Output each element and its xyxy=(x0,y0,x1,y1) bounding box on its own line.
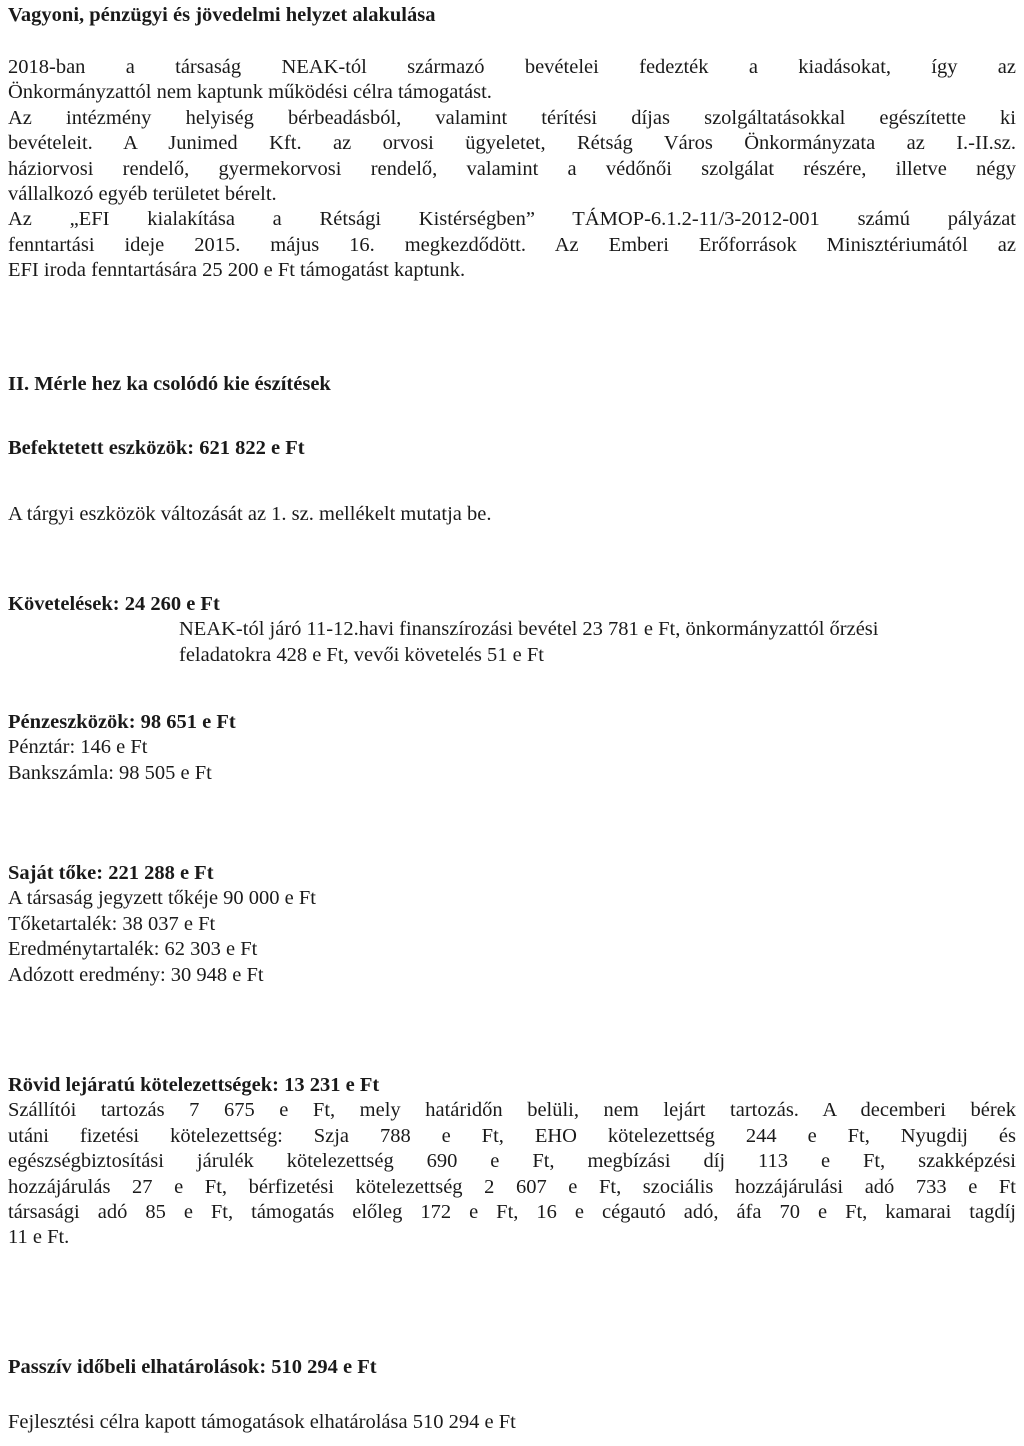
rovid-lejaratu-heading: Rövid lejáratú kötelezettségek: 13 231 e Ft xyxy=(8,1074,380,1096)
penzeszkozok-line: Bankszámla: 98 505 e Ft xyxy=(8,761,212,784)
kovetelesek-line: feladatokra 428 e Ft, vevői követelés 51 e Ft xyxy=(179,643,544,666)
kovetelesek-heading: Követelések: 24 260 e Ft xyxy=(8,593,220,615)
penzeszkozok-line: Pénztár: 146 e Ft xyxy=(8,736,148,759)
intro-line: Önkormányzattól nem kaptunk működési célra támogatást. xyxy=(8,81,492,104)
passziv-text: Fejlesztési célra kapott támogatások elhatárolása 510 294 e Ft xyxy=(8,1411,516,1433)
subsection-title: II. Mérle hez ka csolódó kie észítések xyxy=(8,373,331,395)
intro-line: vállalkozó egyéb területet bérelt. xyxy=(8,183,277,206)
penzeszkozok-heading: Pénzeszközök: 98 651 e Ft xyxy=(8,711,236,733)
intro-line: Az intézmény helyiség bérbeadásból, valamint térítési díjas szolgáltatásokkal egészítette ki xyxy=(8,106,1016,129)
rovid-lejaratu-line: társasági adó 85 e Ft, támogatás előleg 172 e Ft, 16 e cégautó adó, áfa 70 e Ft, kamarai tagdíj xyxy=(8,1201,1016,1224)
intro-line: Az „EFI kialakítása a Rétsági Kistérségben” TÁMOP-6.1.2-11/3-2012-001 számú pályázat xyxy=(8,208,1016,231)
sajat-toke-line: Tőketartalék: 38 037 e Ft xyxy=(8,912,216,935)
sajat-toke-line: Adózott eredmény: 30 948 e Ft xyxy=(8,963,264,986)
befektetett-text: A tárgyi eszközök változását az 1. sz. mellékelt mutatja be. xyxy=(8,503,492,525)
intro-line: háziorvosi rendelő, gyermekorvosi rendelő, valamint a védőnői szolgálat részére, illetve négy xyxy=(8,157,1016,180)
intro-paragraph xyxy=(8,55,1016,284)
intro-line: fenntartási ideje 2015. május 16. megkezdődött. Az Emberi Erőforrások Minisztériumától az xyxy=(8,233,1016,256)
intro-line: EFI iroda fenntartására 25 200 e Ft támogatást kaptunk. xyxy=(8,259,466,282)
rovid-lejaratu-line: egészségbiztosítási járulék kötelezettség 690 e Ft, megbízási díj 113 e Ft, szakképzési xyxy=(8,1150,1016,1173)
rovid-lejaratu-line: utáni fizetési kötelezettség: Szja 788 e Ft, EHO kötelezettség 244 e Ft, Nyugdij és xyxy=(8,1124,1016,1147)
rovid-lejaratu-line: Szállítói tartozás 7 675 e Ft, mely határidőn belüli, nem lejárt tartozás. A decemberi bérek xyxy=(8,1099,1016,1122)
befektetett-heading: Befektetett eszközök: 621 822 e Ft xyxy=(8,437,305,459)
section-title: Vagyoni, pénzügyi és jövedelmi helyzet alakulása xyxy=(8,4,436,26)
passziv-heading: Passzív időbeli elhatárolások: 510 294 e Ft xyxy=(8,1356,377,1378)
sajat-toke-line: A társaság jegyzett tőkéje 90 000 e Ft xyxy=(8,887,316,910)
sajat-toke-line: Eredménytartalék: 62 303 e Ft xyxy=(8,938,258,961)
intro-line: bevételeit. A Junimed Kft. az orvosi ügyeletet, Rétság Város Önkormányzata az I.-II.sz. xyxy=(8,132,1016,155)
rovid-lejaratu-line: 11 e Ft. xyxy=(8,1226,70,1249)
sajat-toke-heading: Saját tőke: 221 288 e Ft xyxy=(8,862,214,884)
rovid-lejaratu-line: hozzájárulás 27 e Ft, bérfizetési kötelezettség 2 607 e Ft, szociális hozzájárulási adó 733 e Ft xyxy=(8,1175,1016,1198)
kovetelesek-line: NEAK-tól járó 11-12.havi finanszírozási bevétel 23 781 e Ft, önkormányzattól őrzési xyxy=(179,618,879,641)
intro-line: 2018-ban a társaság NEAK-tól származó bevételei fedezték a kiadásokat, így az xyxy=(8,56,1016,78)
